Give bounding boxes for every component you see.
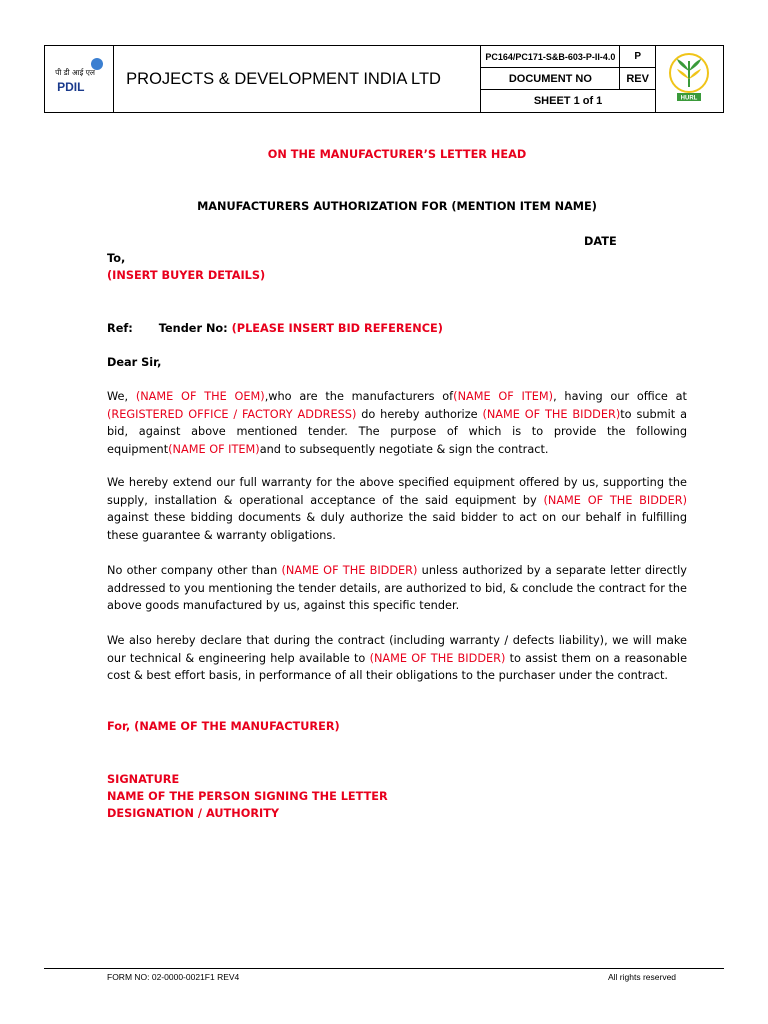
paragraph-1 (107, 388, 687, 458)
p1-text-6: and to subsequently negotiate & sign the contract. (259, 442, 549, 456)
footer-divider (44, 968, 724, 969)
reference-line (107, 320, 687, 338)
revision-label: REV (620, 68, 655, 90)
paragraph-4 (107, 632, 687, 685)
document-number: PC164/PC171-S&B-603-P-II-4.0 (481, 46, 620, 68)
logo-name: PDIL (57, 79, 85, 94)
letter-title: MANUFACTURERS AUTHORIZATION FOR (MENTION ITEM NAME) (197, 200, 597, 213)
p3-text-1: No other company other than (107, 564, 278, 577)
designation-label: DESIGNATION / AUTHORITY (107, 807, 280, 820)
ref-label: Ref: (107, 322, 133, 335)
salutation: Dear Sir, (107, 356, 162, 369)
p2-text-1: We hereby extend our full warranty for the above specified equipment offered by us, supporting the supply, installation & operational acceptance of the said equipment by (107, 476, 687, 507)
p1-text-1: We, (107, 390, 129, 403)
logo-hindi-text: पी डी आई एल (55, 67, 95, 77)
date-label: DATE (584, 235, 617, 248)
p1-text-5: to submit a bid, against above mentioned tender. The purpose of which is to provide the following equipment (107, 407, 687, 456)
p1-bidder: (NAME OF THE BIDDER) (482, 407, 621, 421)
paragraph-3 (107, 562, 687, 615)
for-manufacturer: For, (NAME OF THE MANUFACTURER) (107, 720, 340, 733)
paragraph-2 (107, 474, 687, 544)
p1-oem: (NAME OF THE OEM) (135, 390, 265, 403)
tender-label: Tender No: (158, 322, 228, 335)
p2-text-2: against these bidding documents & duly authorize the said bidder to act on our behalf in fulfilling these guarantee & warranty obligations. (107, 511, 687, 542)
rights-notice: All rights reserved (608, 972, 677, 982)
signature-label: SIGNATURE (107, 773, 180, 786)
p1-text-4: do hereby authorize (361, 407, 478, 421)
to-label: To, (107, 252, 126, 265)
document-number-label: DOCUMENT NO (481, 68, 620, 90)
p1-item: (NAME OF ITEM) (453, 390, 554, 403)
hurl-emblem-icon (664, 51, 714, 103)
revision-value: P (620, 46, 655, 68)
p3-bidder: (NAME OF THE BIDDER) (281, 564, 418, 577)
letter-head-note: ON THE MANUFACTURER’S LETTER HEAD (267, 148, 527, 161)
pdil-logo (45, 46, 114, 113)
sheet-number: SHEET 1 of 1 (481, 90, 656, 113)
p1-text-2: ,who are the manufacturers of (264, 390, 454, 403)
company-name: PROJECTS & DEVELOPMENT INDIA LTD (114, 46, 481, 113)
hurl-logo (655, 46, 723, 113)
p3-text-2: unless authorized by a separate letter directly addressed to you mentioning the tender details, are authorized to bid, & conclude the contract for the above goods manufactured by us, against this specific tender. (107, 564, 687, 613)
p1-text-3: , having our office at (553, 390, 687, 403)
signer-name-label: NAME OF THE PERSON SIGNING THE LETTER (107, 790, 388, 803)
p4-bidder: (NAME OF THE BIDDER) (369, 651, 506, 665)
form-number: FORM NO: 02-0000-0021F1 REV4 (107, 972, 240, 982)
p2-bidder: (NAME OF THE BIDDER) (543, 493, 687, 507)
p4-text-2: to assist them on a reasonable cost & best effort basis, in performance of all their obligations to the purchaser under the contract. (107, 651, 688, 683)
p4-text-1: We also hereby declare that during the contract (including warranty / defects liability), we will make our technical & engineering help available to (107, 634, 687, 665)
bid-reference: (PLEASE INSERT BID REFERENCE) (231, 322, 443, 335)
buyer-details: (INSERT BUYER DETAILS) (107, 269, 266, 282)
p1-address: (REGISTERED OFFICE / FACTORY ADDRESS) (107, 407, 357, 421)
p1-item-2: (NAME OF ITEM) (168, 442, 260, 456)
hurl-logo-text: HURL (681, 95, 698, 101)
document-header (44, 45, 724, 113)
